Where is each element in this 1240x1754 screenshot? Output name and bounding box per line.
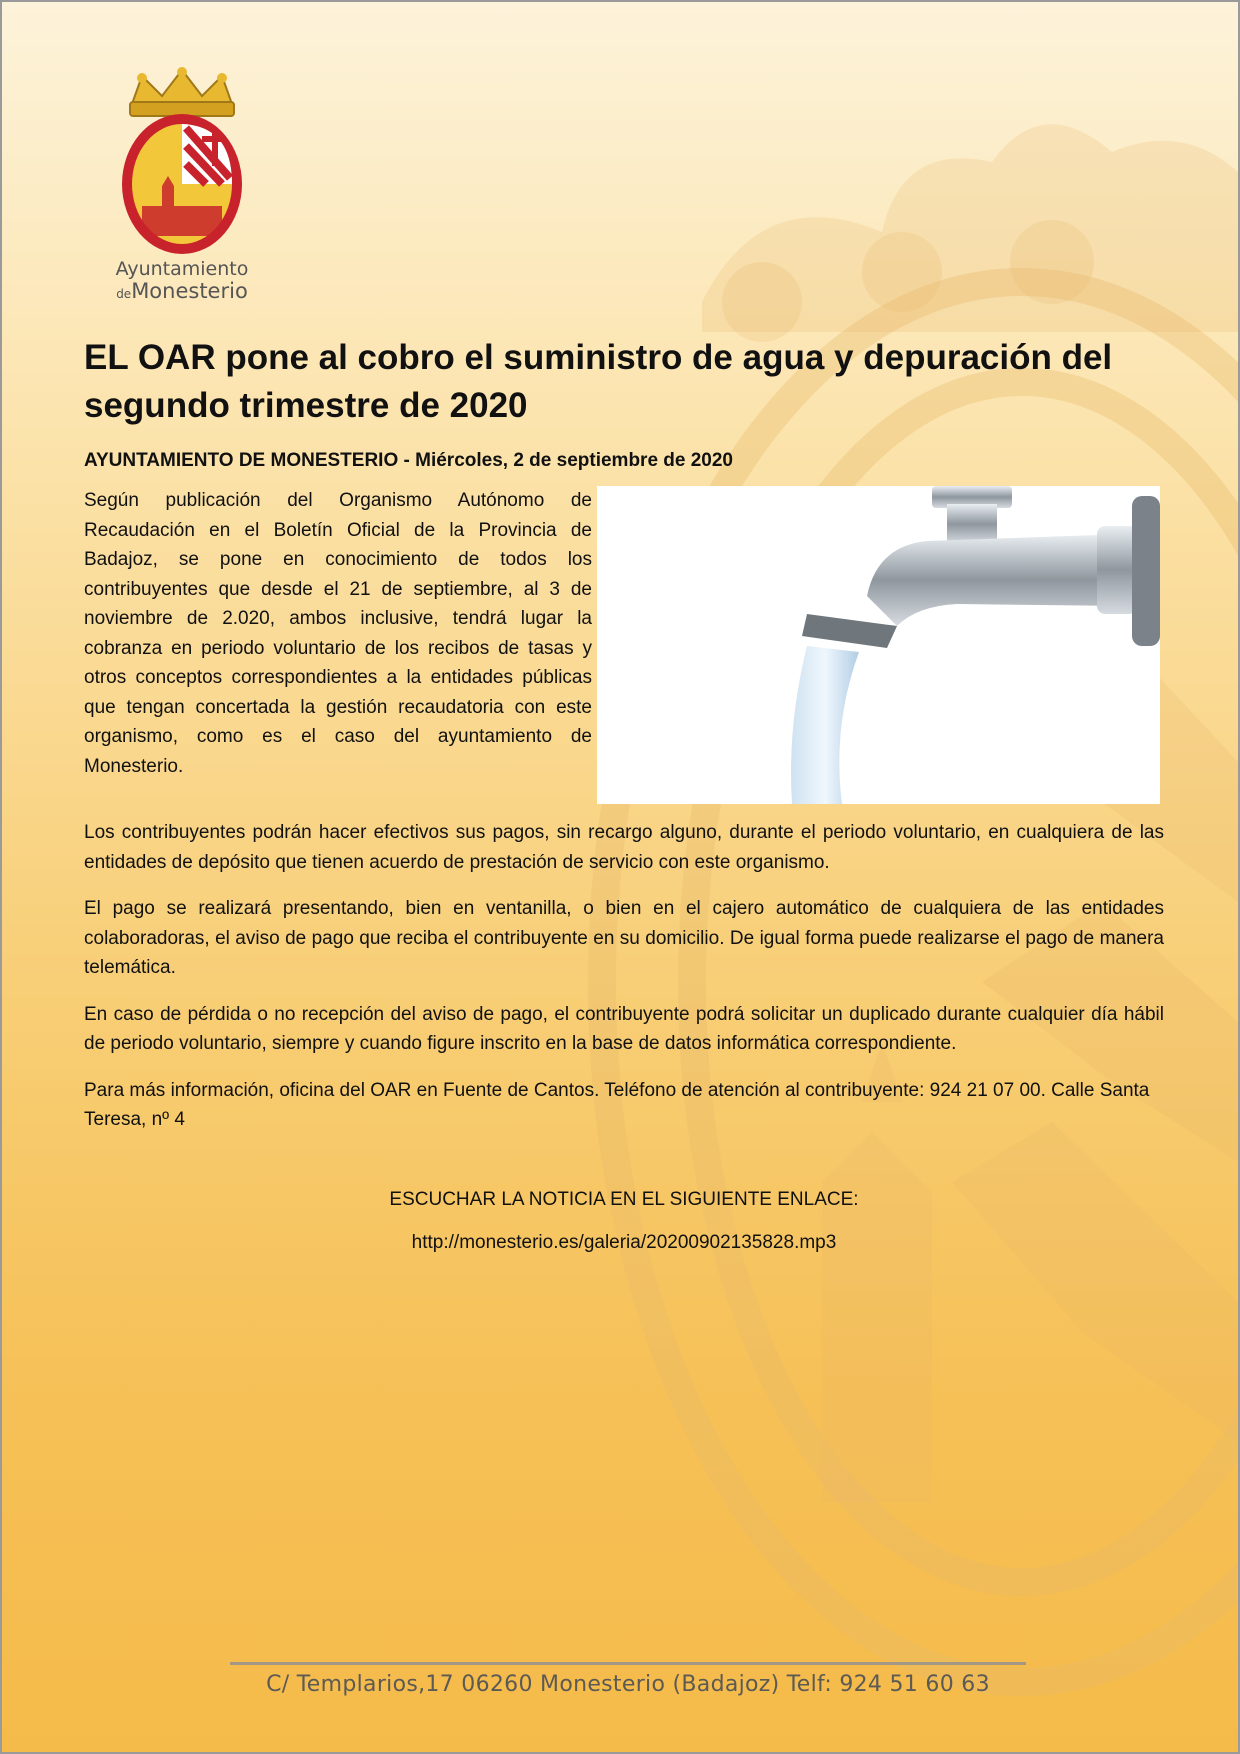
footer-divider: [230, 1662, 1026, 1665]
logo-name-line2: Monesterio: [131, 278, 248, 303]
article-paragraph-4: En caso de pérdida o no recepción del aviso de pago, el contribuyente podrá solicitar un duplicado durante cualquier día hábil de periodo voluntario, siempre y cuando figure inscrito en la base de datos informática correspondiente.: [84, 1003, 1164, 1054]
logo-name-line1: Ayuntamiento: [115, 258, 249, 280]
article-dateline: [84, 450, 1164, 472]
logo-name-prefix: de: [116, 286, 132, 301]
article-paragraph-1: Según publicación del Organismo Autónomo de Recaudación en el Boletín Oficial de la Provincia de Badajoz, se pone en conocimiento de todos los contribuyentes que desde el 21 de septiembre, al 3 de noviembre de 2.020, ambos inclusive, tendrá lugar la cobranza en periodo voluntario de los recibos de tasas y otros conceptos correspondientes a la entidades públicas que tengan concertada la gestión recaudatoria con este organismo, como es el caso del ayuntamiento de Monesterio.: [84, 490, 592, 777]
article-paragraph-5: Para más información, oficina del OAR en Fuente de Cantos. Teléfono de atención al contribuyente: 924 21 07 00. Calle Santa Teresa, nº 4: [84, 1079, 1150, 1130]
audio-link[interactable]: http://monesterio.es/galeria/20200902135828.mp3: [411, 1231, 837, 1253]
article-paragraph-2: Los contribuyentes podrán hacer efectivos sus pagos, sin recargo alguno, durante el periodo voluntario, en cualquiera de las entidades de depósito que tienen acuerdo de prestación de servicio con este organismo.: [84, 822, 1164, 873]
municipality-crest-logo: [102, 66, 262, 256]
article-paragraph-3: El pago se realizará presentando, bien en ventanilla, o bien en el cajero automático de cualquiera de las entidades colaboradoras, el aviso de pago que reciba el contribuyente en su domicilio. De igual forma puede realizarse el pago de manera telemática.: [84, 898, 1164, 978]
logo-wordmark: [102, 260, 262, 302]
dateline-date: Miércoles, 2 de septiembre de 2020: [415, 450, 734, 471]
water-faucet-image: [597, 486, 1160, 804]
listen-section: [84, 1185, 1164, 1258]
dateline-organization: AYUNTAMIENTO DE MONESTERIO -: [84, 450, 416, 471]
intro-section: [84, 486, 1164, 806]
article-title: EL OAR pone al cobro el suministro de agua y depuración del segundo trimestre de 2020: [84, 338, 1113, 425]
footer-address: C/ Templarios,17 06260 Monesterio (Badajoz) Telf: 924 51 60 63: [266, 1672, 990, 1697]
listen-label: ESCUCHAR LA NOTICIA EN EL SIGUIENTE ENLACE:: [389, 1188, 859, 1210]
article: [84, 334, 1164, 1258]
